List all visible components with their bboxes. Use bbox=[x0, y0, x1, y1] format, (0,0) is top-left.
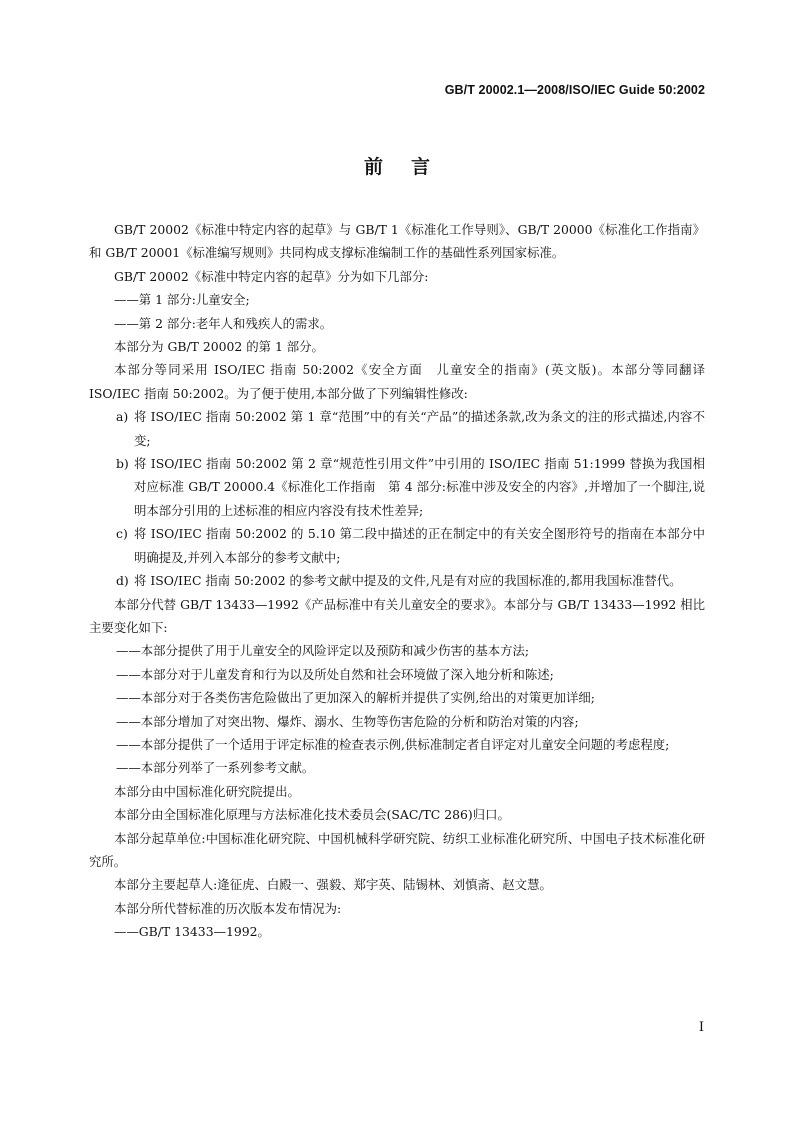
edit-item-text: 将 ISO/IEC 指南 50:2002 的参考文献中提及的文件,凡是有对应的我国标准的,都用我国标准替代。 bbox=[134, 573, 682, 589]
edit-item-c bbox=[89, 522, 705, 569]
edit-item-text: 将 ISO/IEC 指南 50:2002 第 2 章“规范性引用文件”中引用的 ISO/IEC 指南 51:1999 替换为我国相对应标准 GB/T 20000.4《标准化工作指南 第 4 部分:标准中涉及安全的内容》,并增加了一个脚注,说明本部分引用的上述标准的相应内容没有技术性差异; bbox=[134, 456, 705, 518]
intro-paragraph-2: GB/T 20002《标准中特定内容的起草》分为如下几部分: bbox=[114, 268, 429, 284]
part-statement: 本部分为 GB/T 20002 的第 1 部分。 bbox=[114, 339, 324, 355]
proposed-by-paragraph: 本部分由中国标准化研究院提出。 bbox=[114, 783, 300, 799]
foreword-body bbox=[89, 218, 705, 944]
drafting-units-paragraph: 本部分起草单位:中国标准化研究院、中国机械科学研究院、纺织工业标准化研究所、中国电子技术标准化研究所。 bbox=[89, 830, 705, 869]
centralized-by-paragraph: 本部分由全国标准化原理与方法标准化技术委员会(SAC/TC 286)归口。 bbox=[114, 807, 510, 823]
change-item: ——本部分列举了一系列参考文献。 bbox=[116, 760, 315, 776]
change-item: ——本部分提供了一个适用于评定标准的检查表示例,供标准制定者自评定对儿童安全问题的考虑程度; bbox=[116, 736, 670, 752]
change-item: ——本部分对于儿童发育和行为以及所处自然和社会环境做了深入地分析和陈述; bbox=[116, 666, 554, 682]
part-list-item-1: ——第 1 部分:儿童安全; bbox=[114, 292, 250, 308]
replaces-paragraph: 本部分代替 GB/T 13433—1992《产品标准中有关儿童安全的要求》。本部分与 GB/T 13433—1992 相比主要变化如下: bbox=[89, 596, 705, 635]
page-number: I bbox=[698, 1020, 704, 1035]
edit-item-label: a) bbox=[116, 409, 129, 425]
change-item: ——本部分提供了用于儿童安全的风险评定以及预防和减少伤害的基本方法; bbox=[116, 643, 530, 659]
edit-item-b bbox=[89, 452, 705, 522]
edit-item-d bbox=[89, 569, 705, 592]
intro-paragraph-1: GB/T 20002《标准中特定内容的起草》与 GB/T 1《标准化工作导则》、GB/T 20000《标准化工作指南》和 GB/T 20001《标准编写规则》共同构成支撑标准编制工作的基础性系列国家标准。 bbox=[89, 222, 705, 261]
history-item: ——GB/T 13433—1992。 bbox=[114, 924, 270, 940]
edit-item-label: c) bbox=[116, 526, 128, 542]
edit-item-text: 将 ISO/IEC 指南 50:2002 的 5.10 第二段中描述的正在制定中的有关安全图形符号的指南在本部分中明确提及,并列入本部分的参考文献中; bbox=[134, 526, 705, 565]
edit-item-a bbox=[89, 405, 705, 452]
history-paragraph: 本部分所代替标准的历次版本发布情况为: bbox=[114, 900, 342, 916]
standard-code-header: GB/T 20002.1—2008/ISO/IEC Guide 50:2002 bbox=[444, 83, 705, 97]
adoption-paragraph: 本部分等同采用 ISO/IEC 指南 50:2002《安全方面 儿童安全的指南》(英文版)。本部分等同翻译 ISO/IEC 指南 50:2002。为了便于使用,本部分做了下列编辑性修改: bbox=[89, 362, 705, 401]
drafters-paragraph: 本部分主要起草人:逄征虎、白殿一、强毅、郑宇英、陆锡林、刘慎斋、赵文慧。 bbox=[114, 877, 552, 893]
part-list-item-2: ——第 2 部分:老年人和残疾人的需求。 bbox=[114, 315, 333, 331]
change-item: ——本部分对于各类伤害危险做出了更加深入的解析并提供了实例,给出的对策更加详细; bbox=[116, 690, 595, 706]
edit-item-label: d) bbox=[116, 573, 129, 589]
change-item: ——本部分增加了对突出物、爆炸、溺水、生物等伤害危险的分析和防治对策的内容; bbox=[116, 713, 579, 729]
page-title: 前言 bbox=[363, 156, 458, 178]
edit-item-text: 将 ISO/IEC 指南 50:2002 第 1 章“范围”中的有关“产品”的描述条款,改为条文的注的形式描述,内容不变; bbox=[134, 409, 705, 448]
edit-item-label: b) bbox=[116, 456, 129, 472]
